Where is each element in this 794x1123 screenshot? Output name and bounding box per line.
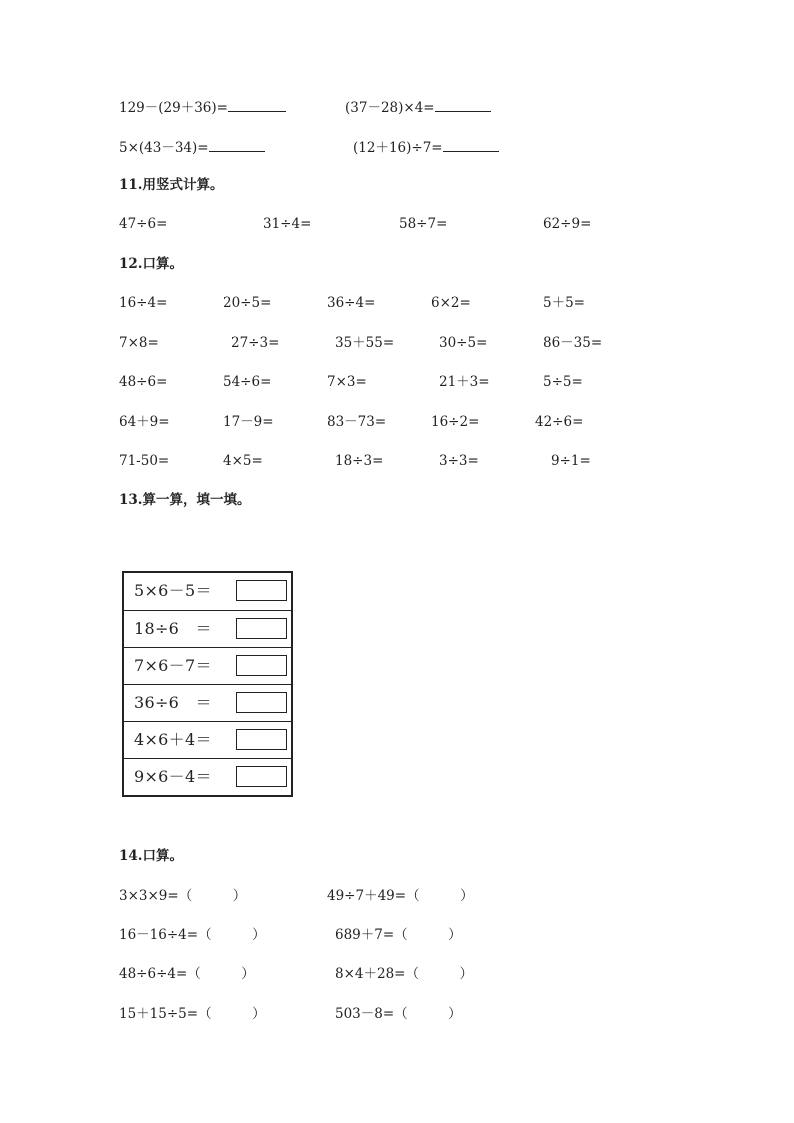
expression: (37－28)×4= xyxy=(345,100,435,116)
q12-item: 7×8= xyxy=(119,335,159,351)
q12-item: 18÷3= xyxy=(335,453,384,469)
q12-item: 17－9= xyxy=(223,414,274,430)
q12-item: 5＋5= xyxy=(543,295,585,311)
q12-title: 12.口算。 xyxy=(119,256,183,272)
q14-item: 48÷6÷4=（ ） xyxy=(119,966,255,982)
table-expression: 18÷6 ＝ xyxy=(134,619,212,638)
q14-title: 14.口算。 xyxy=(119,848,183,864)
answer-blank[interactable] xyxy=(209,139,265,152)
q11-item: 58÷7= xyxy=(399,216,448,232)
q12-item: 16÷2= xyxy=(431,414,480,430)
answer-box[interactable] xyxy=(236,692,287,713)
q12-item: 83－73= xyxy=(327,414,387,430)
table-expression: 9×6－4＝ xyxy=(134,767,212,786)
q14-item: 8×4＋28=（ ） xyxy=(335,966,473,982)
q12-item: 16÷4= xyxy=(119,295,168,311)
q12-item: 42÷6= xyxy=(535,414,584,430)
q14-item: 15＋15÷5=（ ） xyxy=(119,1006,266,1022)
answer-box[interactable] xyxy=(236,580,287,601)
q11-item: 47÷6= xyxy=(119,216,168,232)
answer-box[interactable] xyxy=(236,655,287,676)
answer-box[interactable] xyxy=(236,766,287,787)
answer-box[interactable] xyxy=(236,618,287,639)
table-expression: 4×6＋4＝ xyxy=(134,730,212,749)
expression: 129－(29＋36)= xyxy=(119,100,228,116)
q12-item: 64＋9= xyxy=(119,414,170,430)
calc-table xyxy=(122,571,293,797)
table-expression: 7×6－7＝ xyxy=(134,656,212,675)
table-row xyxy=(124,721,291,758)
top-row-1-right xyxy=(345,99,491,116)
q14-item: 3×3×9=（ ） xyxy=(119,888,247,904)
table-row xyxy=(124,684,291,721)
q11-item: 62÷9= xyxy=(543,216,592,232)
table-row xyxy=(124,573,291,610)
q12-item: 4×5= xyxy=(223,453,263,469)
top-row-2-left xyxy=(119,139,265,156)
q12-item: 6×2= xyxy=(431,295,471,311)
q12-item: 7×3= xyxy=(327,374,367,390)
q12-item: 5÷5= xyxy=(543,374,583,390)
q12-item: 48÷6= xyxy=(119,374,168,390)
table-expression: 36÷6 ＝ xyxy=(134,693,212,712)
expression: 5×(43－34)= xyxy=(119,140,209,156)
expression: (12＋16)÷7= xyxy=(353,140,443,156)
q12-item: 9÷1= xyxy=(551,453,591,469)
q12-item: 30÷5= xyxy=(439,335,488,351)
q12-item: 21＋3= xyxy=(439,374,490,390)
top-row-2-right xyxy=(353,139,499,156)
q12-item: 54÷6= xyxy=(223,374,272,390)
q14-item: 689＋7=（ ） xyxy=(335,927,462,943)
answer-blank[interactable] xyxy=(228,99,286,112)
q12-item: 86－35= xyxy=(543,335,603,351)
answer-blank[interactable] xyxy=(443,139,499,152)
q14-item: 16－16÷4=（ ） xyxy=(119,927,266,943)
answer-blank[interactable] xyxy=(435,99,491,112)
q12-item: 27÷3= xyxy=(231,335,280,351)
q11-title: 11.用竖式计算。 xyxy=(119,177,224,193)
table-row xyxy=(124,610,291,647)
table-row xyxy=(124,647,291,684)
q12-item: 35＋55= xyxy=(335,335,395,351)
q12-item: 3÷3= xyxy=(439,453,479,469)
table-row xyxy=(124,758,291,795)
q12-item: 20÷5= xyxy=(223,295,272,311)
q11-item: 31÷4= xyxy=(263,216,312,232)
table-expression: 5×6－5＝ xyxy=(134,581,212,600)
q13-title: 13.算一算，填一填。 xyxy=(119,492,251,508)
q12-item: 36÷4= xyxy=(327,295,376,311)
top-row-1-left xyxy=(119,99,286,116)
answer-box[interactable] xyxy=(236,729,287,750)
q14-item: 49÷7＋49=（ ） xyxy=(327,888,474,904)
q12-item: 71-50= xyxy=(119,453,170,469)
q14-item: 503－8=（ ） xyxy=(335,1006,462,1022)
